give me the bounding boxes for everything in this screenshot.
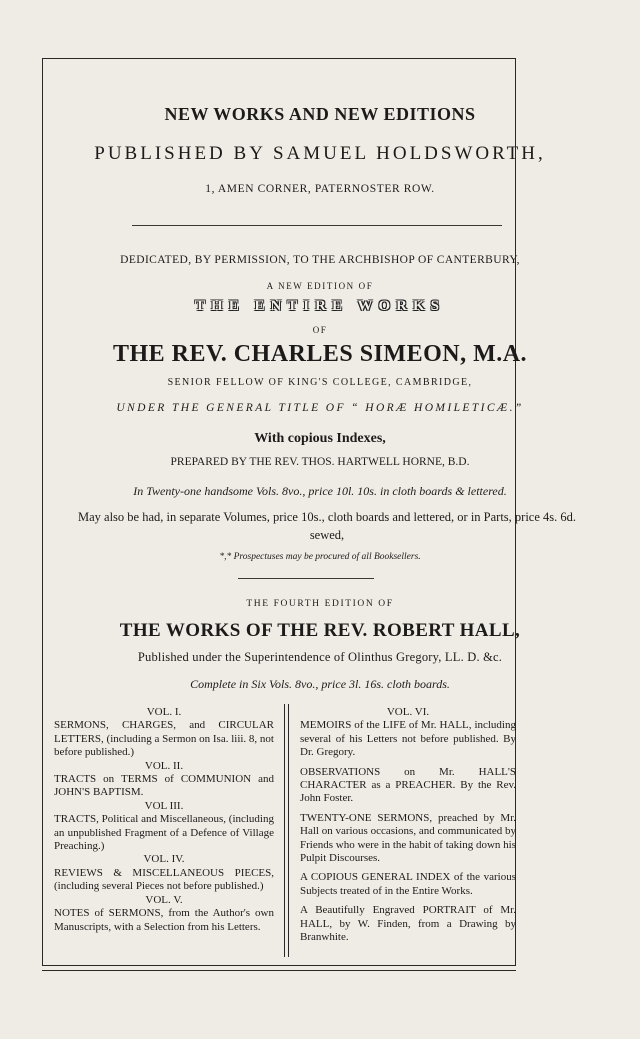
hall-price-line: Complete in Six Vols. 8vo., price 3l. 16s. cloth boards. — [190, 677, 450, 691]
section-divider-short — [238, 578, 374, 579]
fourth-edition-label: THE FOURTH EDITION OF — [246, 599, 394, 609]
volume-contents: REVIEWS & MISCELLANEOUS PIECES, (including several Pieces not before published.) — [54, 866, 274, 893]
volume-heading: VOL. IV. — [143, 853, 185, 866]
hall-works-title: THE WORKS OF THE REV. ROBERT HALL, — [119, 620, 521, 641]
volume-heading: VOL III. — [144, 799, 184, 812]
volume-item: A Beautifully Engraved PORTRAIT of Mr. HALL, by W. Finden, from a Drawing by Branwhite. — [300, 904, 516, 944]
volume-contents: SERMONS, CHARGES, and CIRCULAR LETTERS, (including a Sermon on Isa. liii. 8, not before published.) — [54, 719, 274, 759]
volume-heading: VOL. II. — [144, 759, 184, 772]
price-volumes: In Twenty-one handsome Vols. 8vo., price 10l. 10s. in cloth boards & lettered. — [133, 484, 507, 498]
dedication: DEDICATED, BY PERMISSION, TO THE ARCHBISHOP OF CANTERBURY, — [120, 254, 520, 266]
superintendence-line: Published under the Superintendence of Olinthus Gregory, LL. D. &c. — [137, 650, 503, 664]
volumes-left-column — [54, 706, 274, 934]
new-edition-label: A NEW EDITION OF — [266, 281, 374, 291]
border-double-rule — [42, 970, 516, 971]
volume-item: OBSERVATIONS on Mr. HALL'S CHARACTER as a PREACHER. By the Rev. John Foster. — [300, 765, 516, 805]
column-divider — [284, 704, 285, 957]
volume-item: A COPIOUS GENERAL INDEX of the various Subjects treated of in the Entire Works. — [300, 871, 516, 897]
section-divider — [132, 225, 502, 226]
volume-contents: TRACTS, Political and Miscellaneous, (including an unpublished Fragment of a Defence of Village Preaching.) — [54, 813, 274, 853]
volumes-right-column — [300, 706, 516, 945]
separate-volumes-note: May also be had, in separate Volumes, price 10s., cloth boards and lettered, or in Parts, price 4s. 6d. sewed, — [77, 510, 577, 542]
volume-contents: NOTES of SERMONS, from the Author's own Manuscripts, with a Selection from his Letters. — [54, 907, 274, 933]
volume-contents: TRACTS on TERMS of COMMUNION and JOHN'S BAPTISM. — [54, 773, 274, 799]
indexes-note: With copious Indexes, — [254, 431, 386, 446]
general-title: UNDER THE GENERAL TITLE OF “ HORÆ HOMILETICÆ.” — [116, 402, 524, 414]
prospectuses-note: *,* Prospectuses may be procured of all Booksellers. — [219, 552, 421, 562]
volume-heading: VOL. VI. — [386, 706, 430, 718]
prepared-by: PREPARED BY THE REV. THOS. HARTWELL HORNE, B.D. — [170, 456, 470, 468]
publisher-line: PUBLISHED BY SAMUEL HOLDSWORTH, — [94, 143, 546, 164]
author-name: THE REV. CHARLES SIMEON, M.A. — [112, 341, 528, 367]
volume-item: MEMOIRS of the LIFE of Mr. HALL, including several of his Letters not before published. By Dr. Gregory. — [300, 719, 516, 759]
volume-heading: VOL. I. — [146, 706, 182, 718]
author-fellowship: SENIOR FELLOW OF KING'S COLLEGE, CAMBRIDGE, — [167, 377, 473, 388]
of-label: OF — [312, 325, 328, 335]
column-divider — [288, 704, 289, 957]
volume-item: TWENTY-ONE SERMONS, preached by Mr. Hall on various occasions, and communicated by Friends who were in the habit of taking down his Pulpit Discourses. — [300, 811, 516, 865]
publisher-address: 1, AMEN CORNER, PATERNOSTER ROW. — [205, 183, 435, 195]
entire-works-heading: THE ENTIRE WORKS — [195, 298, 445, 314]
volume-heading: VOL. V. — [145, 893, 183, 906]
page-title: NEW WORKS AND NEW EDITIONS — [164, 104, 476, 124]
